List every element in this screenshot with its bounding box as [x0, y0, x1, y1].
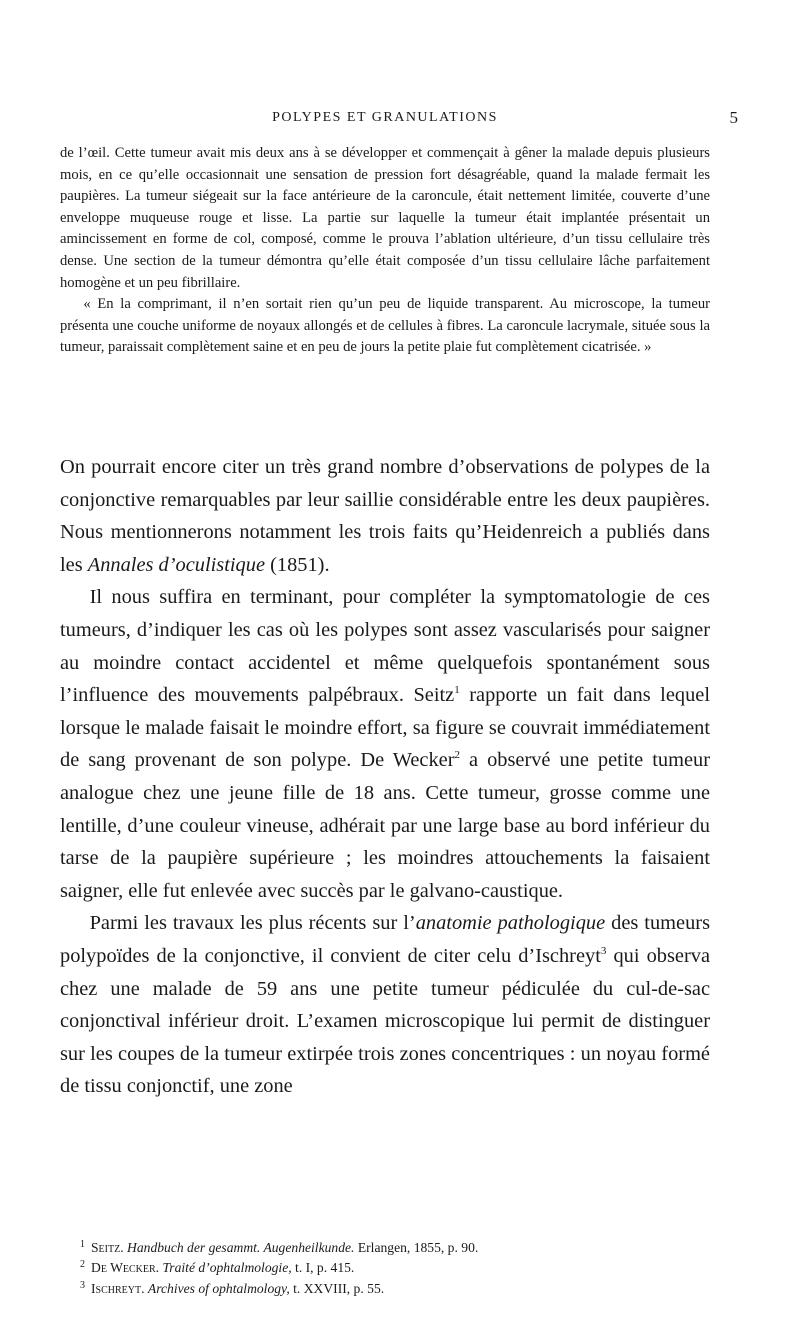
- body-paragraph: [60, 907, 710, 1103]
- text-run: On pourrait encore citer un très grand nombre d’observations de polypes de la conjonctive remarquables par leur saillie considérable entre les deux paupières. Nous mentionnerons notamment les trois faits qu’Heidenreich a publiés dans les: [60, 456, 710, 576]
- footnote-details: Erlangen, 1855, p. 90.: [354, 1240, 479, 1255]
- main-text: [60, 451, 710, 1103]
- footnote: [60, 1236, 710, 1256]
- footnote-title: Archives of ophtalmology,: [147, 1280, 290, 1296]
- text-run: qui observa chez une malade de 59 ans une petite tumeur pédiculée du cul-de-sac conjonctival inférieur droit. L’examen microscopique lui permit de distinguer sur les coupes de la tumeur extirpée trois zones concentriques : un noyau formé de tissu conjonctif, une zone: [60, 944, 710, 1098]
- footnote-title: Traité d’ophtalmologie,: [162, 1260, 292, 1276]
- footnote-number: 3: [80, 1279, 85, 1291]
- text-run: des tumeurs polypoïdes de la conjonctive, il convient de citer celu d’Ischreyt: [60, 912, 710, 967]
- footnote-number: 1: [80, 1239, 85, 1250]
- footnote: [60, 1256, 710, 1276]
- footnote-ref: 2: [454, 749, 461, 762]
- text-run: a observé une petite tumeur analogue chez une jeune fille de 18 ans. Cette tumeur, grosse comme une lentille, d’une couleur vineuse, adhérait par une large base au bord inférieur du tarse de la paupière supérieure ; les moindres attouchements la faisaient saigner, elle fut enlevée avec succès par le galvano-caustique.: [60, 749, 710, 902]
- journal-title: Annales d’oculistique: [87, 553, 266, 576]
- page-header: [60, 108, 738, 130]
- footnote-title: Handbuch der gesammt. Augenheilkunde.: [127, 1240, 355, 1255]
- footnote-author: Seitz.: [91, 1240, 124, 1255]
- footnote-ref: 1: [454, 684, 460, 697]
- quote-paragraph: de l’œil. Cette tumeur avait mis deux ans à se développer et commençait à gêner la malade depuis plusieurs mois, en ce qu’elle occasionnait une sensation de pression fort désagréable, quand la malade fermait les paupières. La tumeur siégeait sur la face antérieure de la caroncule, était nettement limitée, couverte d’une enveloppe muqueuse rouge et lisse. La partie sur laquelle la tumeur était implantée présentait un amincissement en forme de col, composé, comme le prouva l’ablation ultérieure, d’un tissu cellulaire très dense. Une section de la tumeur démontra qu’elle était composée d’un tissu cellulaire lâche parfaitement homogène et un peu fibrillaire.: [60, 145, 710, 291]
- text-run: Parmi les travaux les plus récents sur l’: [89, 912, 416, 935]
- footnote-number: 2: [80, 1259, 85, 1271]
- footnote-details: t. XXVIII, p. 55.: [289, 1280, 385, 1296]
- footnote-details: t. I, p. 415.: [291, 1260, 355, 1276]
- text-run: Il nous suffira en terminant, pour compléter la symptomatologie de ces tumeurs, d’indiquer les cas où les polypes sont assez vascularisés pour saigner au moindre contact accidentel et même quelquefois spontanément sous l’influence des mouvements palpébraux. Seitz: [60, 586, 710, 707]
- footnote: [60, 1277, 710, 1297]
- running-title: POLYPES ET GRANULATIONS: [272, 110, 498, 125]
- page-number: 5: [729, 108, 738, 127]
- body-paragraph: [60, 451, 710, 581]
- emphasis: anatomie pathologique: [415, 912, 606, 935]
- footnote-author: Ischreyt.: [91, 1280, 145, 1296]
- footnote-author: De Wecker.: [91, 1260, 160, 1276]
- body-paragraph: [60, 581, 710, 907]
- quote-paragraph: « En la comprimant, il n’en sortait rien qu’un peu de liquide transparent. Au microscope, la tumeur présenta une couche uniforme de noyaux allongés et de cellules à fibres. La caroncule lacrymale, située sous la tumeur, paraissait complètement saine et en peu de jours la petite plaie fut complètement cicatrisée. »: [60, 296, 710, 356]
- quoted-observation: [60, 143, 710, 359]
- text-run: (1851).: [265, 553, 330, 576]
- footnotes: [60, 1236, 710, 1297]
- text-run: rapporte un fait dans lequel lorsque le malade faisait le moindre effort, sa figure se couvrait immédiatement de sang provenant de son polype. De Wecker: [60, 684, 710, 772]
- footnote-ref: 3: [600, 944, 607, 957]
